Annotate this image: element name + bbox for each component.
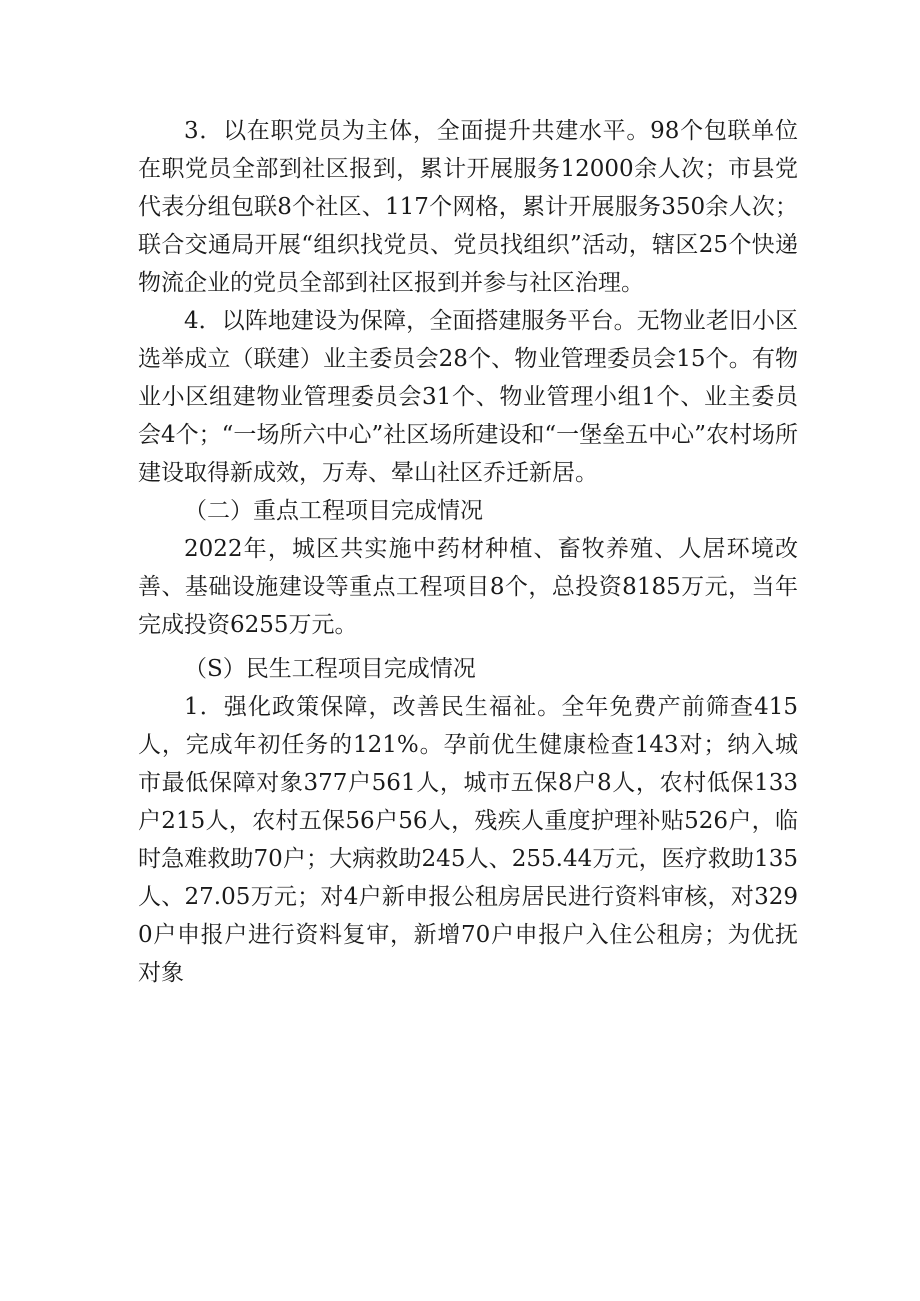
paragraph-service-platform: 4．以阵地建设为保障，全面搭建服务平台。无物业老旧小区选举成立（联建）业主委员会28个、物业管理委员会15个。有物业小区组建物业管理委员会31个、物业管理小组1个、业主委员会4个；“一场所六中心”社区场所建设和“一堡垒五中心”农村场所建设取得新成效，万寿、晕山社区乔迁新居。 [138,308,798,486]
document-body [138,112,798,992]
section-heading-livelihood-projects: （S）民生工程项目完成情况 [184,656,476,682]
section-heading-key-projects: （二）重点工程项目完成情况 [184,498,483,524]
paragraph-key-projects: 2022年，城区共实施中药材种植、畜牧养殖、人居环境改善、基础设施建设等重点工程项目8个，总投资8185万元，当年完成投资6255万元。 [138,536,798,638]
paragraph-livelihood-policy: 1．强化政策保障，改善民生福祉。全年免费产前筛查415人，完成年初任务的121%。孕前优生健康检查143对；纳入城市最低保障对象377户561人，城市五保8户8人，农村低保133户215人，农村五保56户56人，残疾人重度护理补贴526户，临时急难救助70户；大病救助245人、255.44万元，医疗救助135人、27.05万元；对4户新申报公租房居民进行资料审核，对3290户申报户进行资料复审，新增70户申报户入住公租房；为优抚对象 [138,694,798,986]
paragraph-party-members: 3．以在职党员为主体，全面提升共建水平。98个包联单位在职党员全部到社区报到，累计开展服务12000余人次；市县党代表分组包联8个社区、117个网格，累计开展服务350余人次；联合交通局开展“组织找党员、党员找组织”活动，辖区25个快递物流企业的党员全部到社区报到并参与社区治理。 [138,118,798,296]
